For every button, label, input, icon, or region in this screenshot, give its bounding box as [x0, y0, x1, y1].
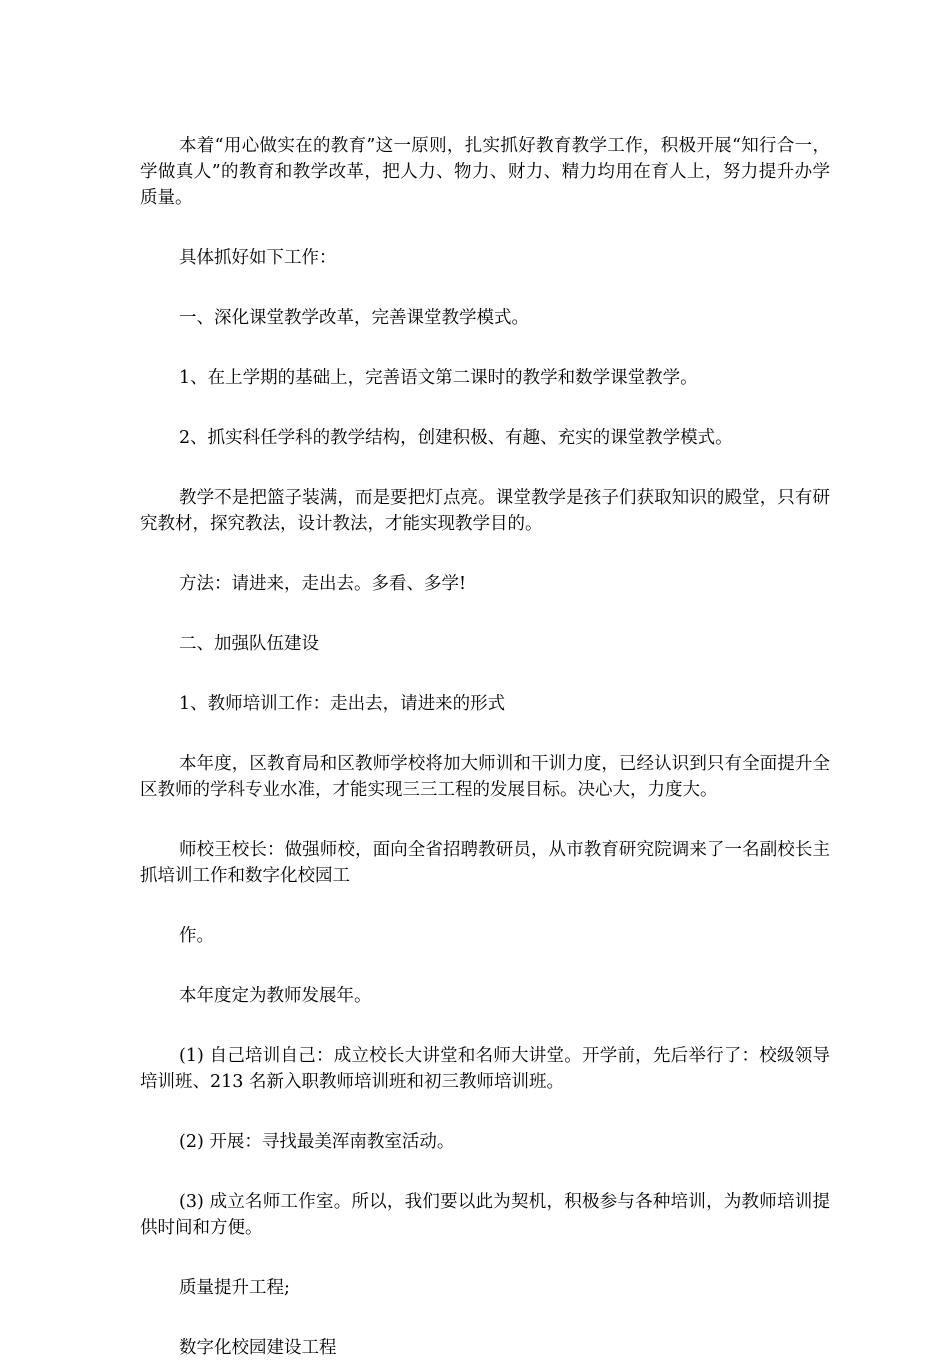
paragraph-digital-campus: 数字化校园建设工程 — [179, 1338, 337, 1358]
paragraph-teacher-year: 本年度定为教师发展年。 — [179, 986, 372, 1006]
paragraph-principal: 师校王校长：做强师校，面向全省招聘教研员，从市教育研究院调来了一名副校长主抓培训工作和数字化校园工 — [140, 840, 830, 886]
paragraph-tasks-heading: 具体抓好如下工作： — [179, 248, 337, 268]
list-item-studio: (3) 成立名师工作室。所以，我们要以此为契机，积极参与各种培训，为教师培训提供时间和方便。 — [140, 1192, 830, 1238]
section-heading-2: 二、加强队伍建设 — [179, 634, 319, 654]
list-item-1-1: 1、在上学期的基础上，完善语文第二课时的教学和数学课堂教学。 — [179, 368, 698, 388]
list-item-activity: (2) 开展：寻找最美浑南教室活动。 — [179, 1132, 455, 1152]
paragraph-teaching: 教学不是把篮子装满，而是要把灯点亮。课堂教学是孩子们获取知识的殿堂，只有研究教材，探究教法，设计教法，才能实现教学目的。 — [140, 488, 830, 534]
paragraph-annual-plan: 本年度，区教育局和区教师学校将加大师训和干训力度，已经认识到只有全面提升全区教师的学科专业水准，才能实现三三工程的发展目标。决心大，力度大。 — [140, 754, 830, 800]
list-item-1-2: 2、抓实科任学科的教学结构，创建积极、有趣、充实的课堂教学模式。 — [179, 428, 733, 448]
paragraph-quality-project: 质量提升工程; — [179, 1278, 290, 1298]
list-item-2-1: 1、教师培训工作：走出去，请进来的形式 — [179, 694, 506, 714]
section-heading-1: 一、深化课堂教学改革，完善课堂教学模式。 — [179, 308, 529, 328]
paragraph-method: 方法：请进来，走出去。多看、多学! — [179, 574, 467, 594]
document-page — [140, 133, 830, 1361]
paragraph-continuation: 作。 — [179, 926, 214, 946]
list-item-self-training: (1) 自己培训自己：成立校长大讲堂和名师大讲堂。开学前，先后举行了：校级领导培训班、213 名新入职教师培训班和初三教师培训班。 — [140, 1046, 830, 1092]
paragraph-intro: 本着“用心做实在的教育”这一原则，扎实抓好教育教学工作，积极开展“知行合一，学做真人”的教育和教学改革，把人力、物力、财力、精力均用在育人上，努力提升办学质量。 — [140, 136, 830, 208]
